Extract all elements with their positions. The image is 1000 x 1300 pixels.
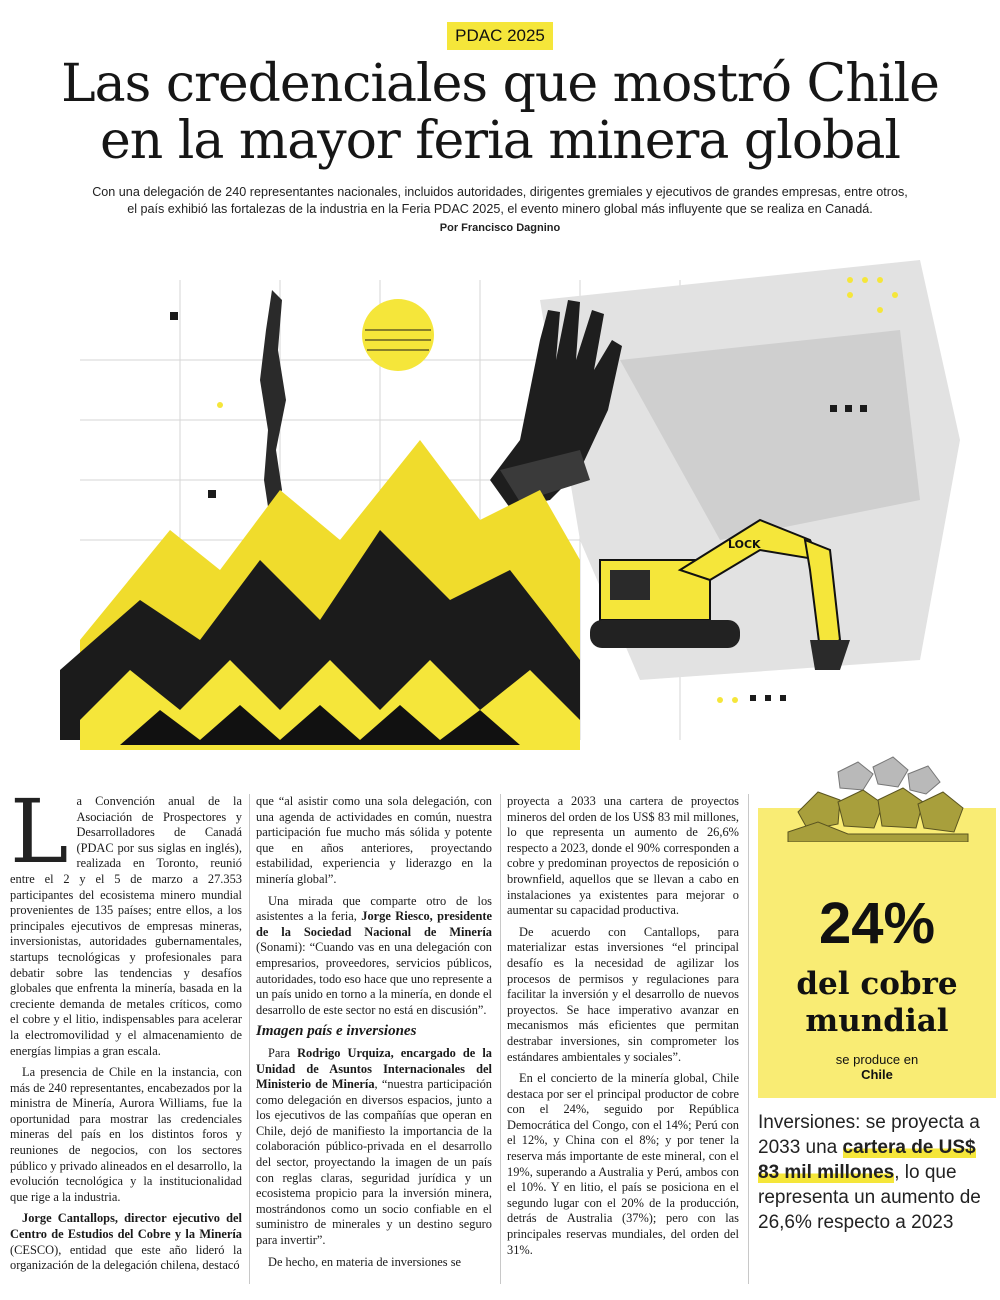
headline [30,56,970,170]
article-paragraph: En el concierto de la minería global, Chile destaca por ser el principal productor de cobre con el 24%, seguido por República Democrática del Congo, con el 14%; Perú con el 12%, y China con el 8%; y por tener la reserva más importante de este mineral, con el 19%, superando a Australia y Perú, ambos con el 10%. Y en litio, el país se posiciona en el segundo lugar con el 20% de la producción, detrás de Australia (37%); pero con las principales reservas mundiales, del orden del 31%. [507,1071,739,1257]
headline-line-2: en la mayor feria minera global [99,111,901,171]
stat-country: Chile [861,1067,893,1082]
investment-callout [758,1110,998,1235]
article-paragraph [256,894,492,1019]
section-tag: PDAC 2025 [447,22,553,50]
drop-cap: L [10,780,69,883]
copper-nuggets-image [778,752,978,842]
callout-highlight: cartera de US$ 83 mil millones [758,1137,976,1183]
stat-line-2: mundial [805,1003,949,1039]
quoted-person: Jorge Cantallops, director ejecutivo del Centro de Estudios del Cobre y la Minería [10,1211,242,1242]
byline: Por Francisco Dagnino [439,222,561,234]
paragraph-text: (Sonami): “Cuando vas en una delegación con empresarios, proveedores, servicios públicos, autoridades, todo eso hace que uno represente a un país unido en torno a la minería, en donde el desarrollo de este sector no está en discusión”. [256,940,493,1017]
article-paragraph: De acuerdo con Cantallops, para materializar estas inversiones “el principal desafío es la necesidad de agilizar los procesos de permisos y regulaciones para facilitar la inversión y el desarrollo de nuevos proyectos. Se hace imperativo avanzar en mecanismos más eficientes que permitan destrabar inversiones, sin comprometer los estándares ambientales y sociales”. [507,924,739,1064]
stat-description [758,966,996,1040]
article-column-2 [256,794,492,1276]
article-paragraph: proyecta a 2033 una cartera de proyectos mineros del orden de los US$ 83 mil millones, lo que representa un aumento de 26,6% respecto a 2023, donde el 90% corresponden a cobre y predominan proyectos de reposición o brownfield, aquellos que se llevan a cabo en instalaciones ya existentes para mejorar o aumentar su capacidad productiva. [507,794,739,918]
lead-paragraph [60,184,940,218]
article-column-3 [507,794,739,1264]
paragraph-text: Para [268,1045,298,1060]
paragraph-text: (CESCO), entidad que este año lideró la organización de la delegación chilena, destacó [10,1242,242,1273]
article-paragraph: La presencia de Chile en la instancia, con más de 240 representantes, encabezados por la ministra de Minería, Aurora Williams, fue la oportunidad para mostrar las credenciales mineras del país en los distintos foros y reuniones de negocios, con los sectores público y privado alineados en el desarrollo, la evolución tecnológica y la institucionalidad que rige a la industria. [10,1065,242,1204]
article-paragraph [10,1211,242,1273]
lead-line-1: Con una delegación de 240 representantes nacionales, incluidos autoridades, dirigentes gremiales y ejecutivos de grandes empresas, entre otros, [92,185,908,199]
article-paragraph [256,1046,492,1249]
headline-line-1: Las credenciales que mostró Chile [61,54,939,114]
subheading: Imagen país e inversiones [256,1023,417,1040]
article-paragraph: De hecho, en materia de inversiones se [268,1254,462,1269]
excavator-label: LOCK [728,538,761,551]
article-column-1 [10,780,242,1280]
yellow-sun [362,299,434,371]
stat-line-1: del cobre [796,966,958,1002]
illustration-svg [20,240,980,765]
quoted-person: Jorge Riesco, presidente de la Sociedad Nacional de Minería [256,909,492,939]
article-paragraph [10,780,242,1059]
stat-caption [758,1052,996,1082]
mining-illustration [20,240,980,765]
column-rule-3 [748,794,749,1284]
callout-text: Inversiones: se proyecta a 2033 una [758,1112,980,1158]
article-paragraph: que “al asistir como una sola delegación, con una agenda de actividades en común, nuestra participación fue mucho más sólida y potente que en años anteriores, proyectando estabilidad, experiencia y liderazgo en la minería global”. [256,794,492,886]
quoted-person: Rodrigo Urquiza, encargado de la Unidad de Asuntos Internacionales del Ministerio de Minería [256,1045,492,1092]
paragraph-text: , “nuestra participación como delegación en diversos espacios, junto a los ejecutivos de las compañías que operan en Chile, dejó de manifiesto la importancia de la colaboración público-privada en el desarrollo del sector, proyectando la imagen de un país con reglas claras, seguridad jurídica y un ecosistema propicio para la inversión minera, mostrándonos como un socio confiable en el suministro de minerales y un destino seguro para invertir”. [256,1077,492,1248]
column-rule-2 [500,794,501,1284]
stat-small-text: se produce en [835,1052,919,1067]
column-rule-1 [249,794,250,1284]
paragraph-text: a Convención anual de la Asociación de Prospectores y Desarrolladores de Canadá (PDAC por sus siglas en inglés), realizada en Toronto, reunió entre el 2 y el 5 de marzo a 27.353 participantes del ecosistema minero mundial provenientes de 135 países; entre ellos, a los principales ejecutivos de empresas mineras, inversionistas, autoridades gubernamentales, startups tecnológicas y profesionales para debatir sobre las tendencias y desafíos globales que enfrenta la minería, basada en la creciente demanda de metales críticos, como el cobre y el litio, indispensables para acelerar la electromovilidad y el almacenamiento de energías limpias a gran escala. [10,794,242,1058]
lead-line-2: el país exhibió las fortalezas de la industria en la Feria PDAC 2025, el evento minero global más influyente que se realiza en Canadá. [127,202,873,216]
stat-value: 24% [818,891,936,956]
paragraph-text: Una mirada que comparte otro de los asistentes a la feria, [256,893,492,924]
callout-text: , lo que representa un aumento de 26,6% respecto a 2023 [758,1162,981,1233]
